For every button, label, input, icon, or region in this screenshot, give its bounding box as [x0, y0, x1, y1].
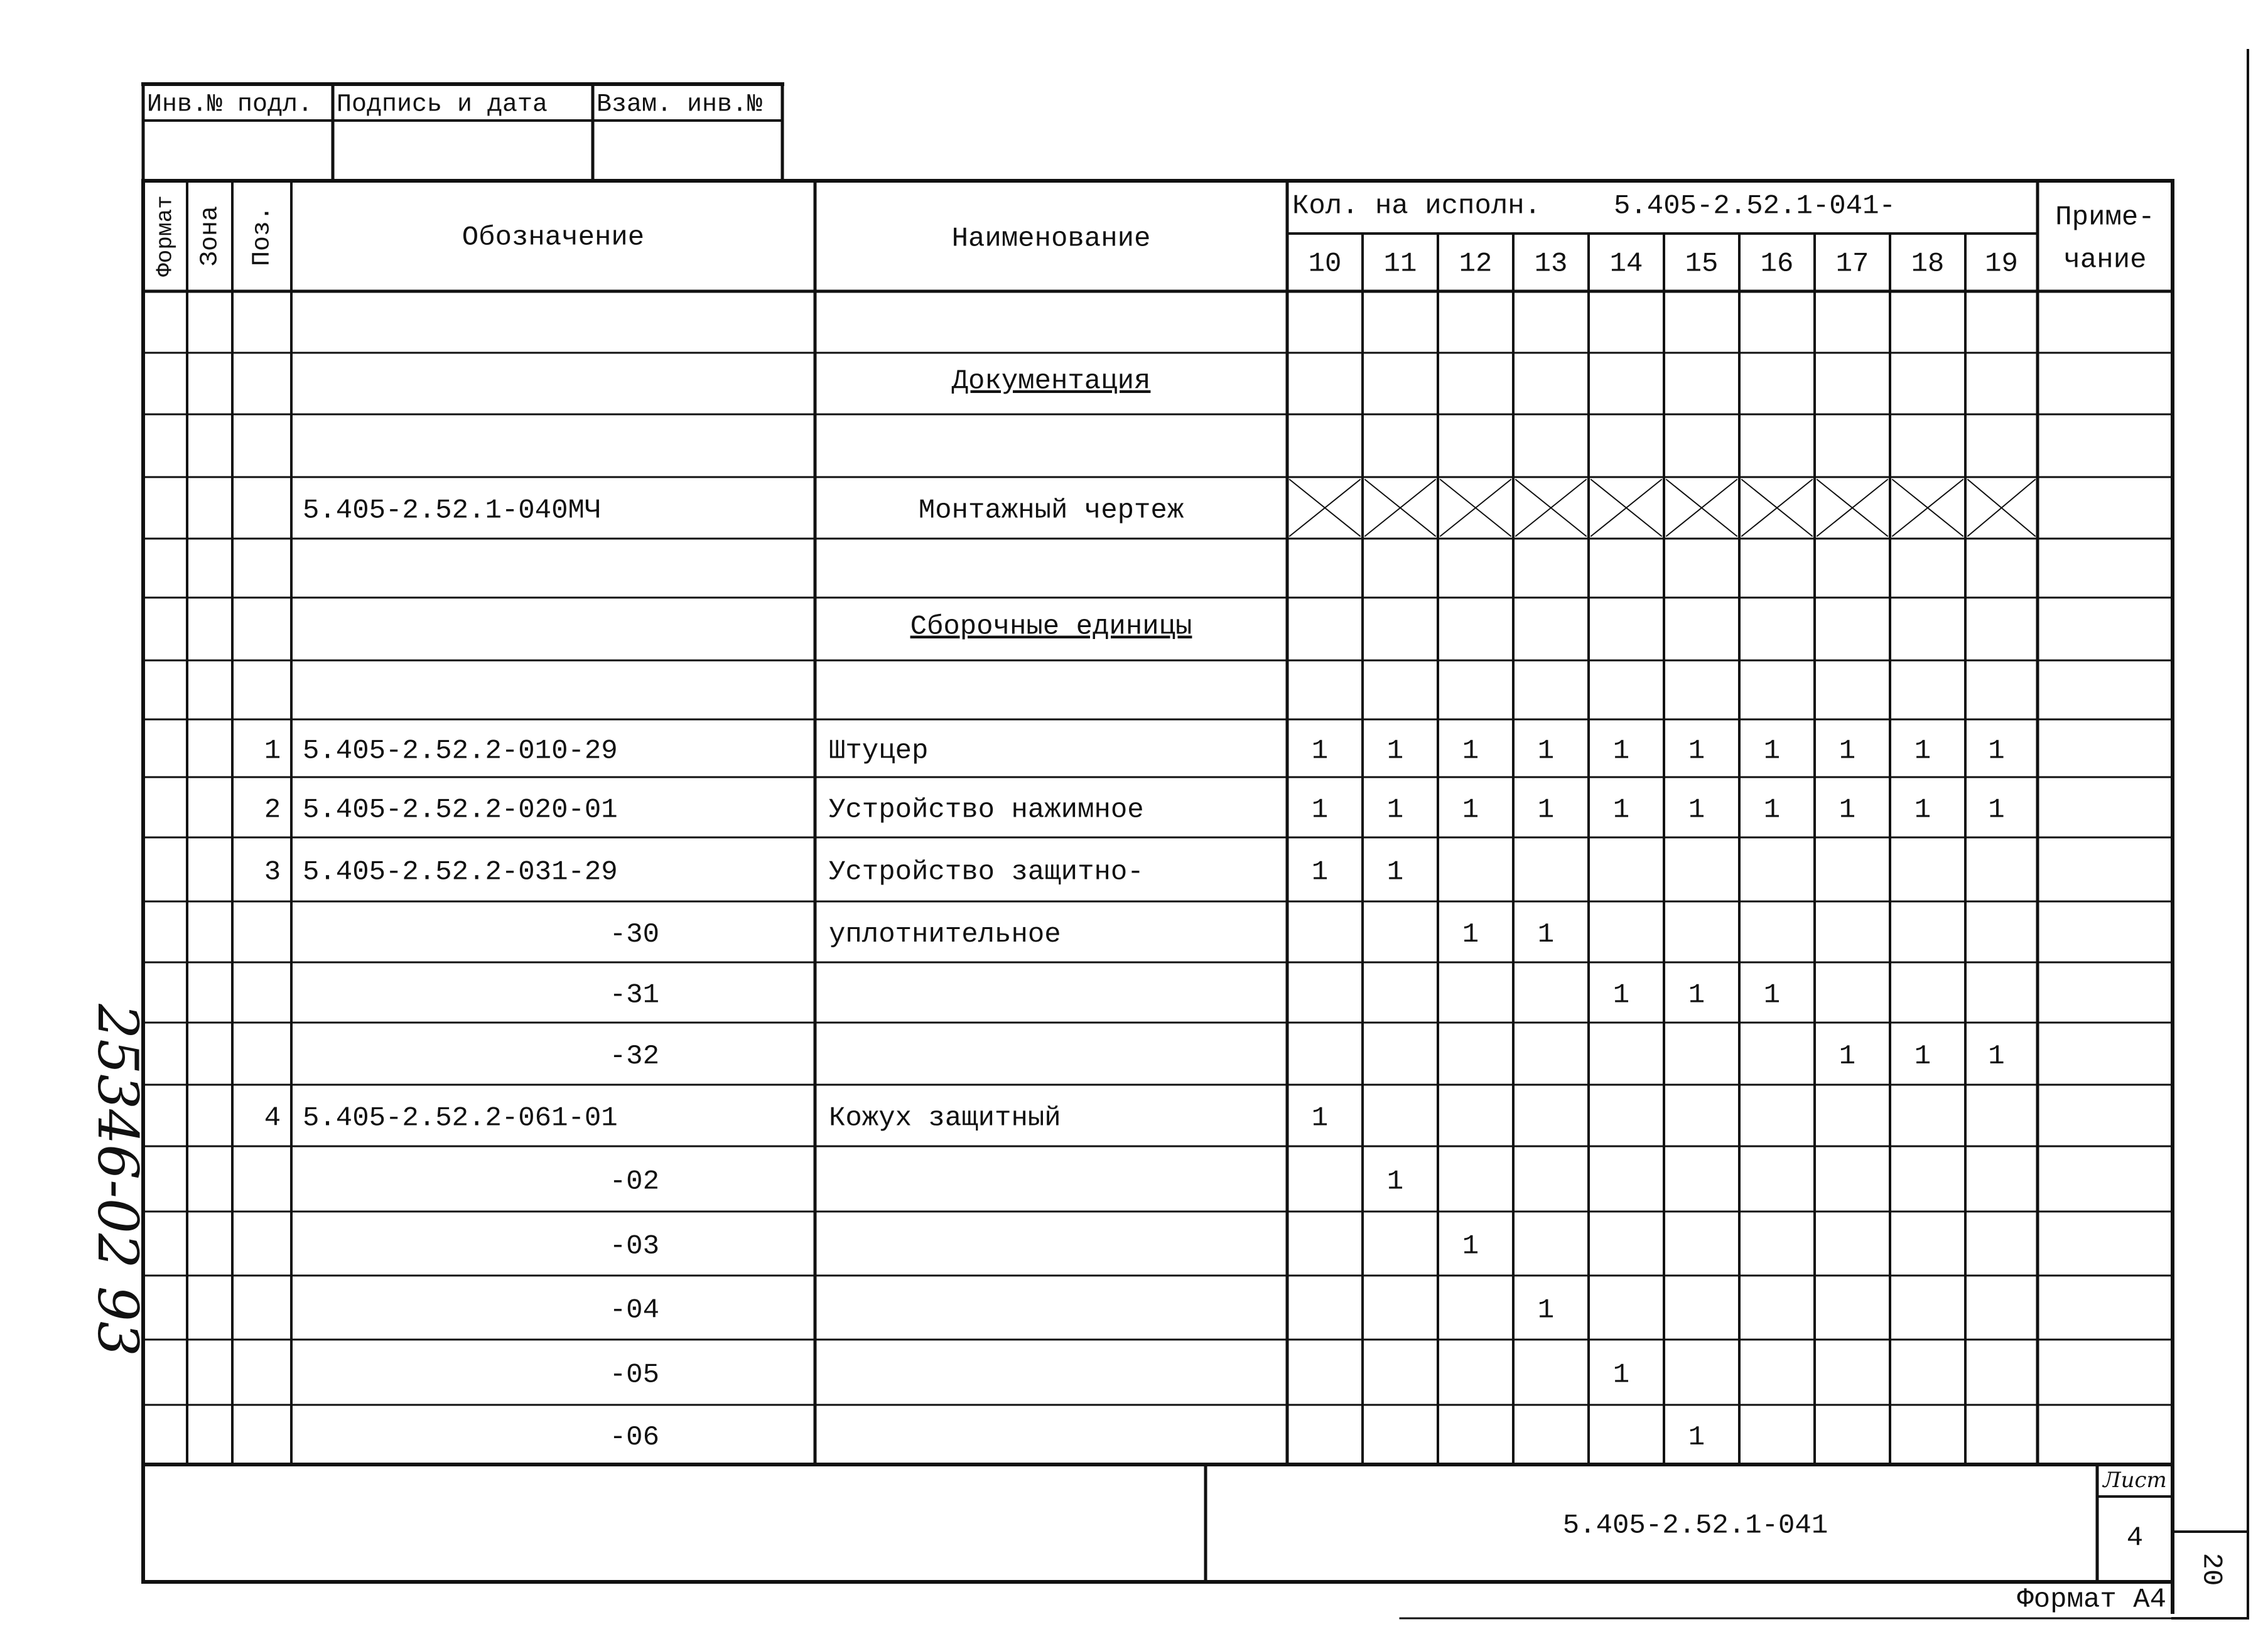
header-note: чание	[2063, 244, 2147, 276]
quantity-value: 1	[1688, 1422, 1705, 1454]
quantity-value: 1	[1914, 794, 1931, 826]
header-variant: 19	[1985, 248, 2018, 280]
row-designation: -02	[609, 1166, 659, 1198]
quantity-value: 1	[1988, 1041, 2005, 1073]
sheet-label: Лист	[2103, 1468, 2167, 1493]
quantity-value: 1	[1462, 735, 1479, 767]
header-variant: 14	[1609, 248, 1643, 280]
quantity-value: 1	[1311, 856, 1329, 888]
header-designation: Обозначение	[462, 222, 645, 254]
row-name: Монтажный чертеж	[918, 495, 1184, 527]
header-qty-label: Кол. на исполн.	[1292, 190, 1542, 222]
header-qty-doc: 5.405-2.52.1-041-	[1614, 190, 1896, 222]
row-designation: 5.405-2.52.2-031-29	[303, 856, 618, 888]
quantity-value: 1	[1914, 1041, 1931, 1073]
header-name: Наименование	[951, 223, 1151, 255]
header-format: Формат	[152, 195, 178, 277]
quantity-value: 1	[1386, 735, 1404, 767]
table-lines	[143, 50, 2248, 1618]
quantity-value: 1	[1688, 979, 1705, 1011]
quantity-value: 1	[1763, 735, 1781, 767]
header-variant: 17	[1835, 248, 1869, 280]
document-number: 5.405-2.52.1-041	[1562, 1510, 1828, 1542]
quantity-value: 1	[1537, 794, 1555, 826]
quantity-value: 1	[1612, 1359, 1630, 1391]
row-name: уплотнительное	[829, 919, 1061, 951]
quantity-value: 1	[1386, 856, 1404, 888]
quantity-value: 1	[1462, 794, 1479, 826]
quantity-value: 1	[1537, 1294, 1555, 1326]
header-note: Приме-	[2055, 202, 2155, 234]
stamp-header: Инв.№ подл.	[147, 90, 313, 119]
header-variant: 11	[1383, 248, 1417, 280]
header-zone: Зона	[196, 205, 225, 267]
quantity-value: 1	[1839, 794, 1856, 826]
header-variant: 12	[1459, 248, 1493, 280]
row-name: Устройство нажимное	[829, 794, 1144, 826]
section-heading: Сборочные единицы	[910, 611, 1192, 643]
row-position: 2	[264, 794, 281, 826]
row-designation: 5.405-2.52.2-061-01	[303, 1102, 618, 1134]
row-designation: -32	[609, 1041, 659, 1073]
page-number: 20	[2195, 1552, 2227, 1586]
row-designation: -31	[609, 979, 659, 1011]
row-position: 4	[264, 1102, 281, 1134]
quantity-value: 1	[1537, 735, 1555, 767]
quantity-value: 1	[1386, 794, 1404, 826]
quantity-value: 1	[1688, 794, 1705, 826]
quantity-value: 1	[1462, 919, 1479, 951]
quantity-value: 1	[1612, 735, 1630, 767]
row-designation: -05	[609, 1359, 659, 1391]
header-pos: Поз.	[248, 205, 277, 267]
row-designation: -30	[609, 919, 659, 951]
quantity-value: 1	[1839, 735, 1856, 767]
row-designation: -04	[609, 1294, 659, 1326]
row-position: 1	[264, 735, 281, 767]
format-label: Формат А4	[2017, 1584, 2166, 1616]
row-designation: -06	[609, 1422, 659, 1454]
row-designation: -03	[609, 1230, 659, 1262]
header-variant: 13	[1534, 248, 1568, 280]
row-designation: 5.405-2.52.2-010-29	[303, 735, 618, 767]
quantity-value: 1	[1914, 735, 1931, 767]
quantity-value: 1	[1839, 1041, 1856, 1073]
quantity-value: 1	[1311, 794, 1329, 826]
handwritten-note: 25346-02 93	[85, 1004, 151, 1357]
quantity-value: 1	[1988, 794, 2005, 826]
quantity-value: 1	[1462, 1230, 1479, 1262]
quantity-value: 1	[1537, 919, 1555, 951]
row-name: Штуцер	[829, 735, 929, 767]
row-name: Кожух защитный	[829, 1102, 1061, 1134]
header-variant: 16	[1760, 248, 1794, 280]
header-variant: 15	[1685, 248, 1719, 280]
quantity-value: 1	[1612, 794, 1630, 826]
stamp-header: Подпись и дата	[337, 90, 548, 119]
quantity-value: 1	[1988, 735, 2005, 767]
section-heading: Документация	[951, 365, 1151, 397]
row-designation: 5.405-2.52.2-020-01	[303, 794, 618, 826]
row-name: Устройство защитно-	[829, 856, 1144, 888]
header-variant: 10	[1308, 248, 1342, 280]
table-texts	[85, 91, 2227, 1616]
quantity-value: 1	[1311, 1102, 1329, 1134]
row-designation: 5.405-2.52.1-040МЧ	[303, 495, 602, 527]
header-variant: 18	[1911, 248, 1945, 280]
quantity-value: 1	[1311, 735, 1329, 767]
quantity-value: 1	[1386, 1166, 1404, 1198]
quantity-value: 1	[1688, 735, 1705, 767]
row-position: 3	[264, 856, 281, 888]
stamp-header: Взам. инв.№	[597, 90, 763, 119]
quantity-value: 1	[1763, 794, 1781, 826]
quantity-value: 1	[1763, 979, 1781, 1011]
quantity-value: 1	[1612, 979, 1630, 1011]
sheet-number: 4	[2126, 1522, 2144, 1554]
